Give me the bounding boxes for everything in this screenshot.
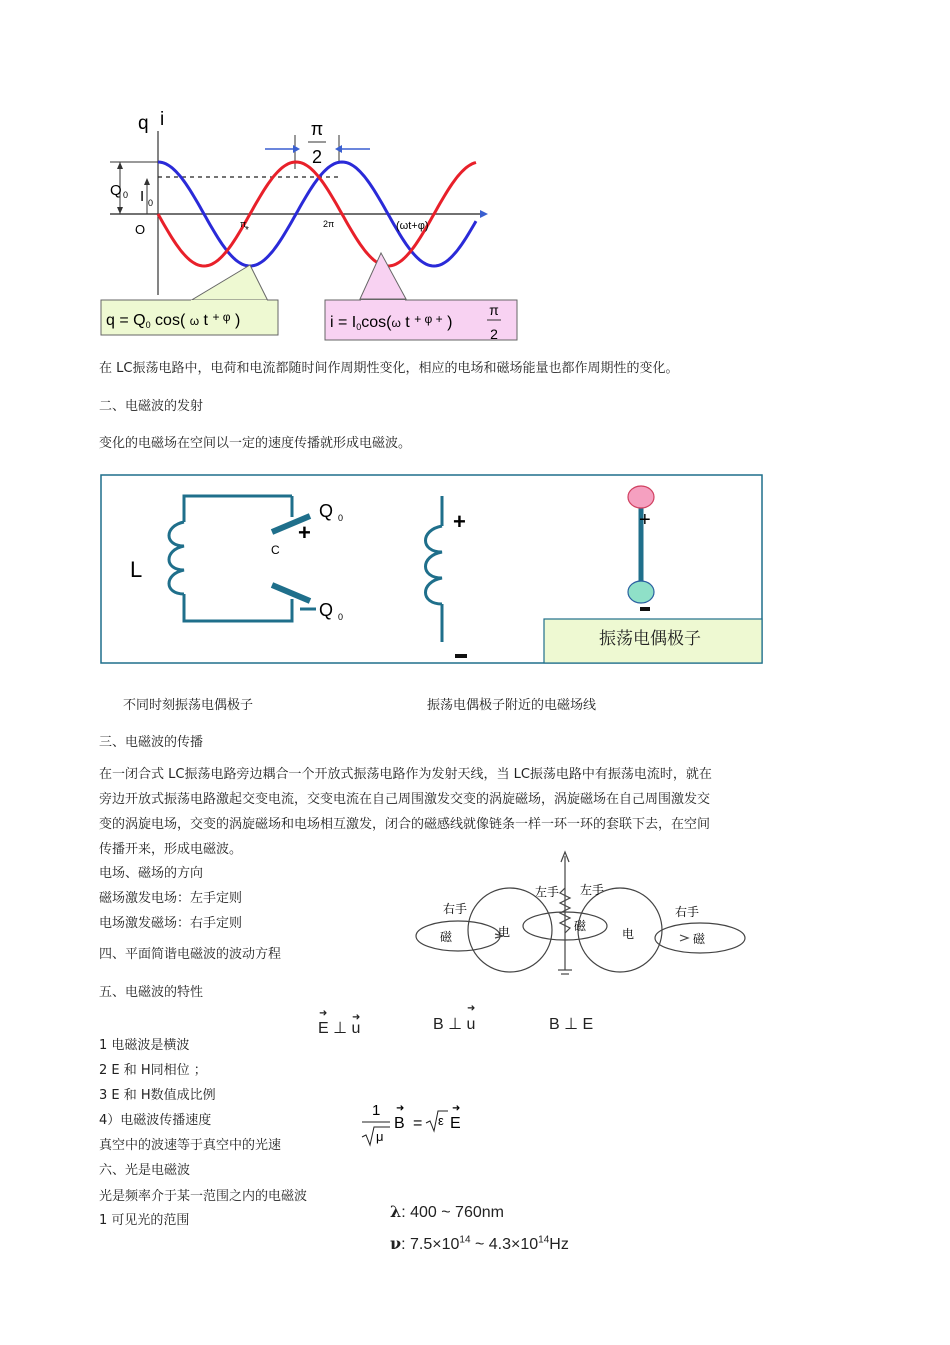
pi-numerator: π xyxy=(310,119,324,139)
svg-text:π: π xyxy=(489,302,499,318)
wave-graph xyxy=(90,105,530,350)
svg-text:1: 1 xyxy=(372,1102,381,1119)
dipole-label: 振荡电偶极子 xyxy=(599,629,701,648)
caption-dipole: 不同时刻振荡电偶极子 xyxy=(123,698,254,713)
property-transverse: 1 电磁波是横波 xyxy=(99,1038,190,1053)
inductor-label: L xyxy=(130,557,143,582)
svg-text:0: 0 xyxy=(338,612,344,622)
property-ratio: 3 E 和 H数值成比例 xyxy=(99,1088,216,1103)
svg-text:2: 2 xyxy=(490,326,498,342)
svg-text:左手: 左手 xyxy=(535,885,560,899)
svg-text:磁: 磁 xyxy=(693,932,706,946)
svg-text:+: + xyxy=(453,509,466,534)
formula-b-perp-u: B ⊥ u xyxy=(433,1016,476,1033)
dipole-figure xyxy=(100,474,765,666)
svg-text:磁: 磁 xyxy=(440,930,453,944)
tick-phase: (ωt+φ) xyxy=(396,220,429,232)
svg-text:E: E xyxy=(450,1115,461,1132)
capacitor-label: C xyxy=(271,543,280,557)
property-vacuum-speed: 真空中的波速等于真空中的光速 xyxy=(99,1138,282,1153)
svg-text:0: 0 xyxy=(338,513,344,523)
field-direction: 电场、磁场的方向 xyxy=(99,866,204,881)
svg-text:+: + xyxy=(639,509,651,531)
dipole-negative-charge xyxy=(628,581,654,603)
axis-label-q: q xyxy=(138,113,149,134)
heading-emission: 二、电磁波的发射 xyxy=(99,399,204,414)
pi-denominator: 2 xyxy=(311,147,323,167)
label-q0: Q xyxy=(110,182,122,199)
svg-text:0: 0 xyxy=(123,190,129,200)
heading-properties: 五、电磁波的特性 xyxy=(99,985,204,1000)
property-phase: 2 E 和 H同相位 ； xyxy=(99,1063,207,1078)
caption-field-lines: 振荡电偶极子附近的电磁场线 xyxy=(427,698,597,713)
svg-text:+: + xyxy=(298,520,311,545)
property-speed: 4）电磁波传播速度 xyxy=(99,1113,212,1128)
right-hand-rule: 电场激发磁场：右手定则 xyxy=(99,916,243,931)
formula-e-perp-u: E ⊥ u xyxy=(318,1020,361,1037)
svg-text:μ: μ xyxy=(376,1129,384,1144)
heading-propagation: 三、电磁波的传播 xyxy=(99,735,204,750)
label-i0: I xyxy=(140,188,145,205)
dipole-positive-charge xyxy=(628,486,654,508)
formula-b-perp-e: B ⊥ E xyxy=(549,1016,594,1033)
svg-text:电: 电 xyxy=(498,925,511,939)
tick-pi: π xyxy=(240,219,247,229)
paragraph-propagation-4: 传播开来，形成电磁波。 xyxy=(99,842,243,857)
paragraph-emission: 变化的电磁场在空间以一定的速度传播就形成电磁波。 xyxy=(99,436,412,451)
formula-q: q = Q0 cos( ω t $^{+ \varphi}$ ) xyxy=(106,310,241,330)
wavelength-range: λ: 400 ~ 760nm xyxy=(390,1202,504,1221)
heading-wave-equation: 四、平面简谐电磁波的波动方程 xyxy=(99,947,282,962)
visible-range-label: 1 可见光的范围 xyxy=(99,1213,190,1228)
paragraph-propagation-3: 变的涡旋电场，交变的涡旋磁场和电场相互激发，闭合的磁感线就像链条一样一环一环的套联下去，在空间 xyxy=(99,817,711,832)
tick-2pi: 2π xyxy=(323,219,335,229)
q0-top: Q xyxy=(319,501,334,521)
paragraph-propagation-2: 旁边开放式振荡电路激起交变电流，交变电流在自己周围激发交变的涡旋磁场，涡旋磁场在自己周围激发交 xyxy=(99,792,711,807)
paragraph-lc: 在 LC振荡电路中，电荷和电流都随时间作周期性变化，相应的电场和磁场能量也都作周期性的变化。 xyxy=(99,361,679,376)
svg-text:➜: ➜ xyxy=(396,1103,405,1114)
paragraph-light: 光是频率介于某一范围之内的电磁波 xyxy=(99,1189,308,1204)
left-hand-rule: 磁场激发电场：左手定则 xyxy=(99,891,243,906)
svg-text:电: 电 xyxy=(622,927,635,941)
speed-formula xyxy=(358,1095,478,1150)
frequency-range: ν: $7.5\times 10^{14}$ ~ $4.3\times 10^{14}Hz$ xyxy=(390,1234,569,1253)
origin-label: O xyxy=(135,222,146,237)
svg-text:*: * xyxy=(245,225,249,236)
svg-text:右手: 右手 xyxy=(443,902,468,916)
formula-i: i = I0cos(ω t $^{+ \varphi +}$ ) xyxy=(330,312,453,332)
svg-text:0: 0 xyxy=(148,198,154,208)
axis-label-i: i xyxy=(160,109,165,130)
svg-text:磁: 磁 xyxy=(574,919,587,933)
svg-text:➜: ➜ xyxy=(452,1103,461,1114)
field-line-diagram xyxy=(410,848,750,978)
paragraph-propagation-1: 在一闭合式 LC振荡电路旁边耦合一个开放式振荡电路作为发射天线，当 LC振荡电路中有振荡电流时，就在 xyxy=(99,767,712,782)
svg-text:右手: 右手 xyxy=(675,905,700,919)
svg-text:左手: 左手 xyxy=(580,883,605,897)
heading-light: 六、光是电磁波 xyxy=(99,1163,191,1178)
svg-text:B: B xyxy=(394,1115,405,1132)
svg-text:=: = xyxy=(413,1115,423,1132)
q0-bottom: Q xyxy=(319,600,334,620)
svg-text:ε: ε xyxy=(438,1113,444,1128)
